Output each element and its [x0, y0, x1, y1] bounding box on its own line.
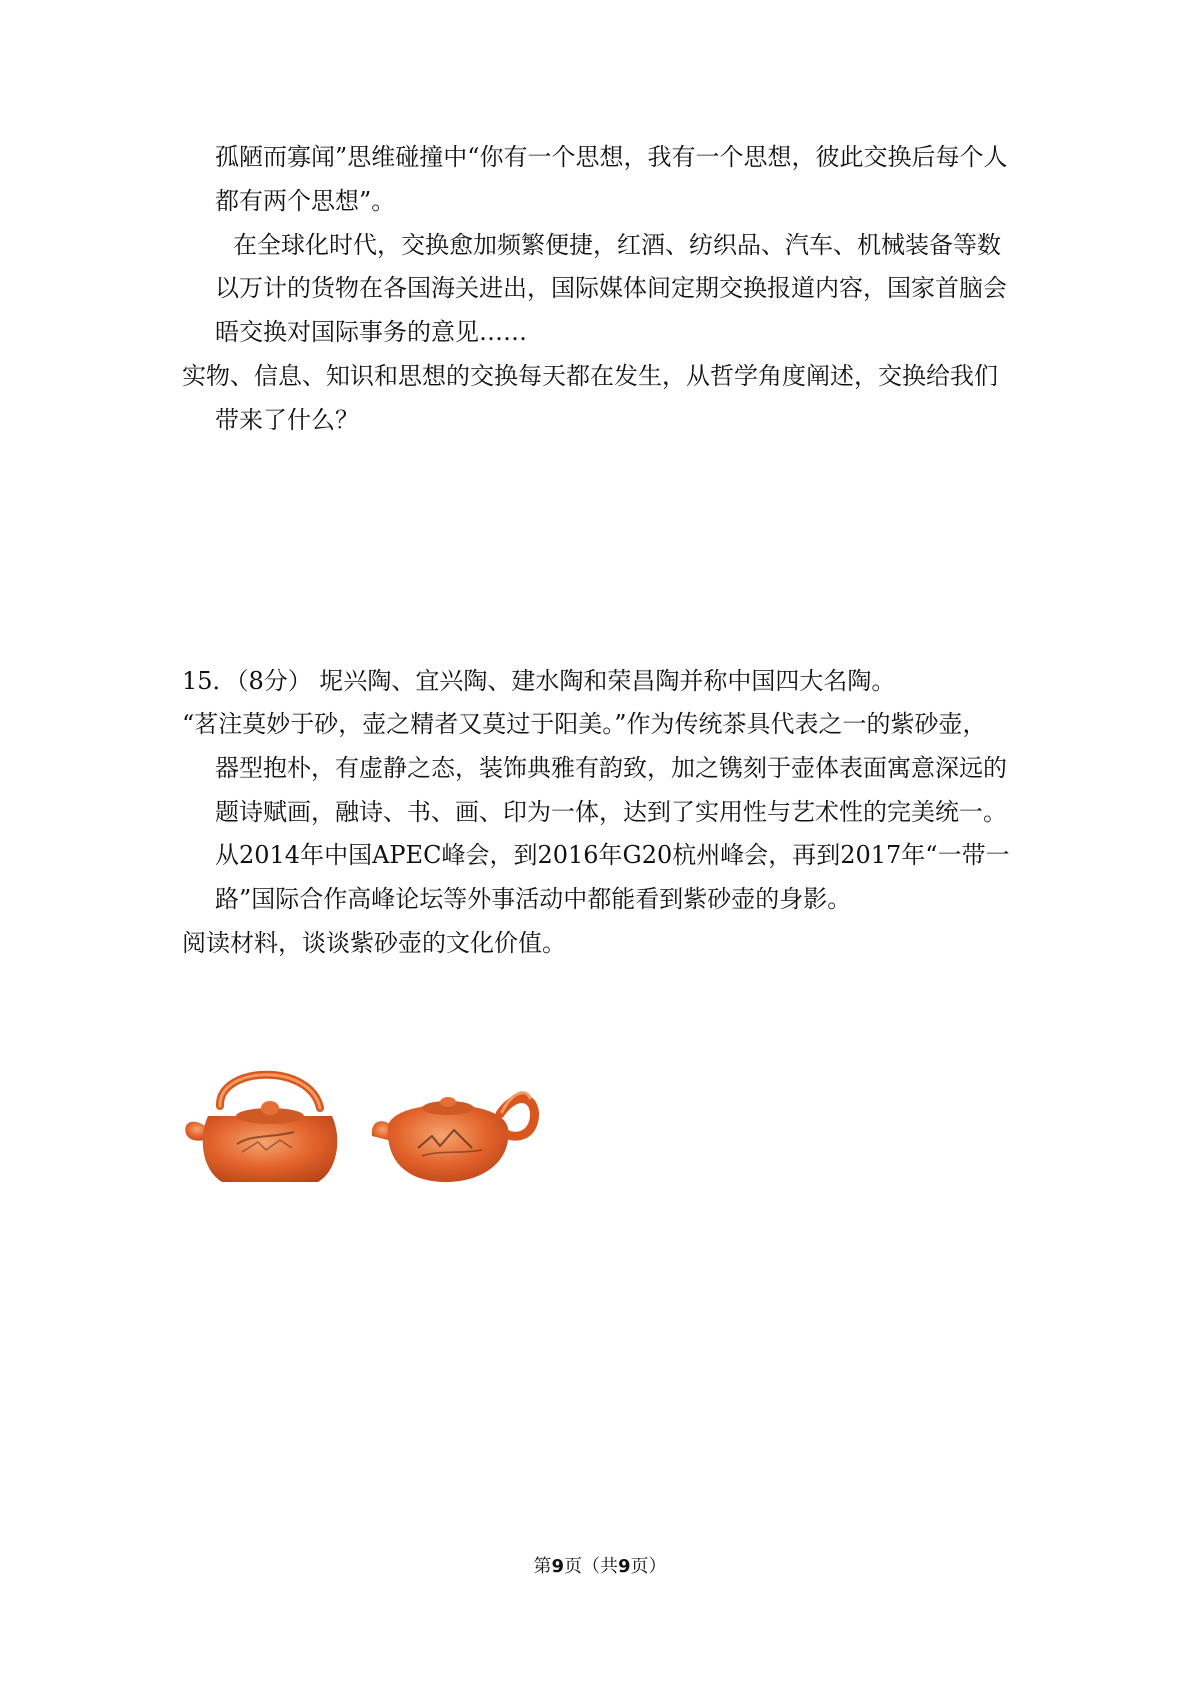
question15-prompt: 阅读材料，谈谈紫砂壶的文化价值。: [182, 929, 566, 957]
footer-total-pages: 9: [618, 1556, 631, 1577]
teapot-left: [185, 1075, 337, 1182]
question15-heading: 15．（8分） 坭兴陶、宜兴陶、建水陶和荣昌陶并称中国四大名陶。: [182, 667, 896, 695]
intro-line-5: 晤交换对国际事务的意见……: [215, 318, 527, 346]
teapot-illustration: [182, 1058, 542, 1188]
question15-line-3: 题诗赋画，融诗、书、画、印为一体，达到了实用性与艺术性的完美统一。: [215, 798, 1007, 826]
intro-line-2: 都有两个思想”。: [215, 187, 396, 215]
intro-line-1: 孤陋而寡闻”思维碰撞中“你有一个思想，我有一个思想，彼此交换后每个人: [215, 143, 1008, 171]
footer-prefix: 第: [533, 1556, 552, 1577]
question15-line-5: 路”国际合作高峰论坛等外事活动中都能看到紫砂壶的身影。: [215, 885, 852, 913]
intro-line-4: 以万计的货物在各国海关进出，国际媒体间定期交换报道内容，国家首脑会: [215, 274, 1007, 302]
footer-middle: 页（共: [564, 1556, 618, 1577]
footer-suffix: 页）: [630, 1556, 667, 1577]
question14-line-1: 实物、信息、知识和思想的交换每天都在发生，从哲学角度阐述，交换给我们: [182, 362, 998, 390]
footer-page-number: 9: [551, 1556, 564, 1577]
question15-line-1: “茗注莫妙于砂，壶之精者又莫过于阳美。”作为传统茶具代表之一的紫砂壶，: [182, 710, 987, 738]
question15-line-4: 从2014年中国APEC峰会，到2016年G20杭州峰会，再到2017年“一带一: [215, 841, 1010, 869]
page-footer: [0, 1555, 1200, 1579]
question15-line-2: 器型抱朴，有虚静之态，装饰典雅有韵致，加之镌刻于壶体表面寓意深远的: [215, 754, 1007, 782]
teapot-right: [372, 1093, 535, 1182]
intro-line-3: 在全球化时代，交换愈加频繁便捷，红酒、纺织品、汽车、机械装备等数: [233, 231, 1001, 259]
question14-line-2: 带来了什么？: [215, 406, 359, 434]
